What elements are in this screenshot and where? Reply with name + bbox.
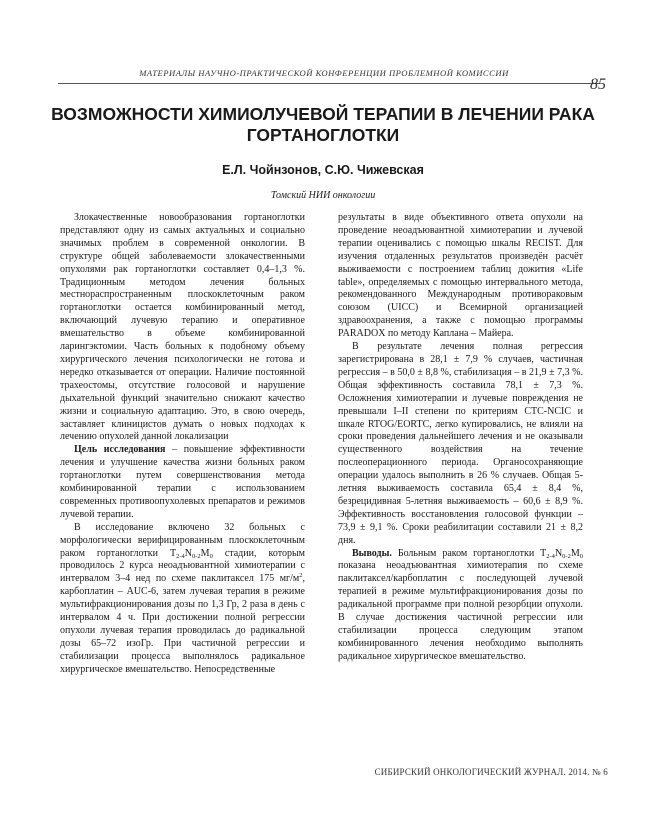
conc-m-letter: M	[570, 547, 580, 559]
title-line-2: ГОРТАНОГЛОТКИ	[246, 125, 400, 145]
conclusions-paragraph	[338, 548, 583, 664]
m-subscript: 0	[209, 552, 213, 560]
units-superscript: 2	[299, 572, 303, 580]
running-header: МАТЕРИАЛЫ НАУЧНО-ПРАКТИЧЕСКОЙ КОНФЕРЕНЦИИ ПРОБЛЕМНОЙ КОМИССИИ	[139, 68, 509, 78]
aim-text: – повышение эффективности лечения и улучшение качества жизни больных раком гортаноглотки путем совершенствования метода комбинированной терапии с использованием современных противоопухолевых препаратов и режимов лучевой терапии.	[60, 444, 305, 520]
results-paragraph: В результате лечения полная регрессия зарегистрирована в 28,1 ± 7,9 % случаев, частичная регрессия – в 50,0 ± 8,8 %, стабилизация – в 21,9 ± 7,3 %. Общая эффективность составила 78,1 ± 7,3 %. Осложнения химиотерапии и лучевые повреждения не превышали I–II степени по критериям CTC-NCIC и шкале RTOG/EORTC, легко купировались, не влияли на сроки проведения дальнейшего лечения и не оказывали существенного воздействия на течение послеоперационного периода. Органосохраняющие операции удалось выполнить в 26 % случаев. Общая 5-летняя выживаемость составила 65,4 ± 8,4 %, безрецидивная 5-летняя выживаемость – 60,6 ± 8,9 %. Эффективность восстановления голосовой функции – 73,9 ± 9,1 %. Сроки реабилитации составили 21 ± 8,2 дня.	[338, 341, 583, 546]
conc-m-subscript: 0	[579, 552, 583, 560]
journal-footer: СИБИРСКИЙ ОНКОЛОГИЧЕСКИЙ ЖУРНАЛ. 2014. № 6	[374, 767, 608, 777]
methods-text-b: стадии, которым проводилось 2 курса неоадъювантной химиотерапии с интервалом 3–4 нед по схеме паклитаксел 175 мг/м	[60, 547, 305, 585]
article-title	[40, 104, 606, 146]
aim-paragraph	[60, 444, 305, 521]
page-number: 85	[590, 76, 606, 93]
methods-text-a: В исследование включено 32 больных с морфологически верифицированным плоскоклеточным раком гортаноглотки T	[60, 521, 305, 559]
conclusions-label: Выводы.	[352, 547, 392, 559]
authors: Е.Л. Чойнзонов, С.Ю. Чижевская	[222, 163, 424, 177]
title-line-1: ВОЗМОЖНОСТИ ХИМИОЛУЧЕВОЙ ТЕРАПИИ В ЛЕЧЕНИИ РАКА	[51, 104, 595, 124]
m-letter: M	[200, 547, 210, 559]
aim-label: Цель исследования	[74, 444, 166, 456]
conclusions-text-b: показана неоадъювантная химиотерапия по схеме паклитаксел/карбоплатин с последующей лучевой терапией в режиме мультифракционирования дозы по радикальной программе при полной резорбции опухоли. В случае достижения частичной регрессии или стабилизации процесса следующим этапом комбинированного лечения необходимо выполнять радикальное хирургическое вмешательство.	[338, 560, 583, 662]
n-subscript: 0-2	[191, 552, 201, 560]
header-rule	[58, 83, 600, 84]
methods-text-c: , карбоплатин – AUC-6, затем лучевая терапия в режиме мультифракционирования дозы по 1,3 Гр, 2 раза в день с интервалом 4 ч. При достижении полной регрессии опухоли лучевая терапия проводилась до радикальной дозы 65–72 изоГр. При частичной регрессии и стабилизации процесса выполнялось радикальное хирургическое вмешательство. Непосредственные	[60, 573, 305, 675]
affiliation: Томский НИИ онкологии	[270, 190, 376, 201]
t-subscript: 2-4	[176, 552, 185, 560]
results-continuation: результаты в виде объективного ответа опухоли на проведение неоадъювантной химиотерапии и лучевой терапии оценивались с помощью шкалы RECIST. Для изучения отдаленных результатов произведён расчёт выживаемости с построением таблиц дожития «Life table», определяемых с помощью интервального метода, рекомендованного Международным противораковым союзом (UICC) и Всемирной организацией здравоохранения, а также с помощью программы PARADOX по методу Каплана – Майера.	[338, 212, 583, 340]
methods-paragraph	[60, 522, 305, 677]
conc-t-subscript: 2-4	[546, 552, 555, 560]
conclusions-text-a: Больным раком гортаноглотки T	[391, 547, 547, 559]
conc-n-letter: N	[554, 547, 563, 559]
n-letter: N	[184, 547, 192, 559]
right-column	[338, 212, 583, 664]
intro-paragraph: Злокачественные новообразования гортаноглотки представляют одну из самых актуальных и социально значимых проблем в современной онкологии. В структуре общей заболеваемости злокачественными опухолями рак гортаноглотки составляет 0,4–1,3 %. Традиционным методом лечения больных местнораспространенным плоскоклеточным раком гортаноглотки остается комбинированный метод, включающий лучевую терапию и оперативное вмешательство в объеме комбинированной ларингэктомии. Часть больных к подобному объему хирургического лечения психологически не готова и нередко отказывается от операции. Наличие постоянной трахеостомы, отсутствие голосовой и нарушение дыхательной функций значительно снижают качество жизни и социальную адаптацию. Это, в свою очередь, заставляет клиницистов думать о новых подходах к лечению опухолей данной локализации	[60, 212, 305, 443]
left-column	[60, 212, 305, 677]
conc-n-subscript: 0-2	[562, 552, 571, 560]
